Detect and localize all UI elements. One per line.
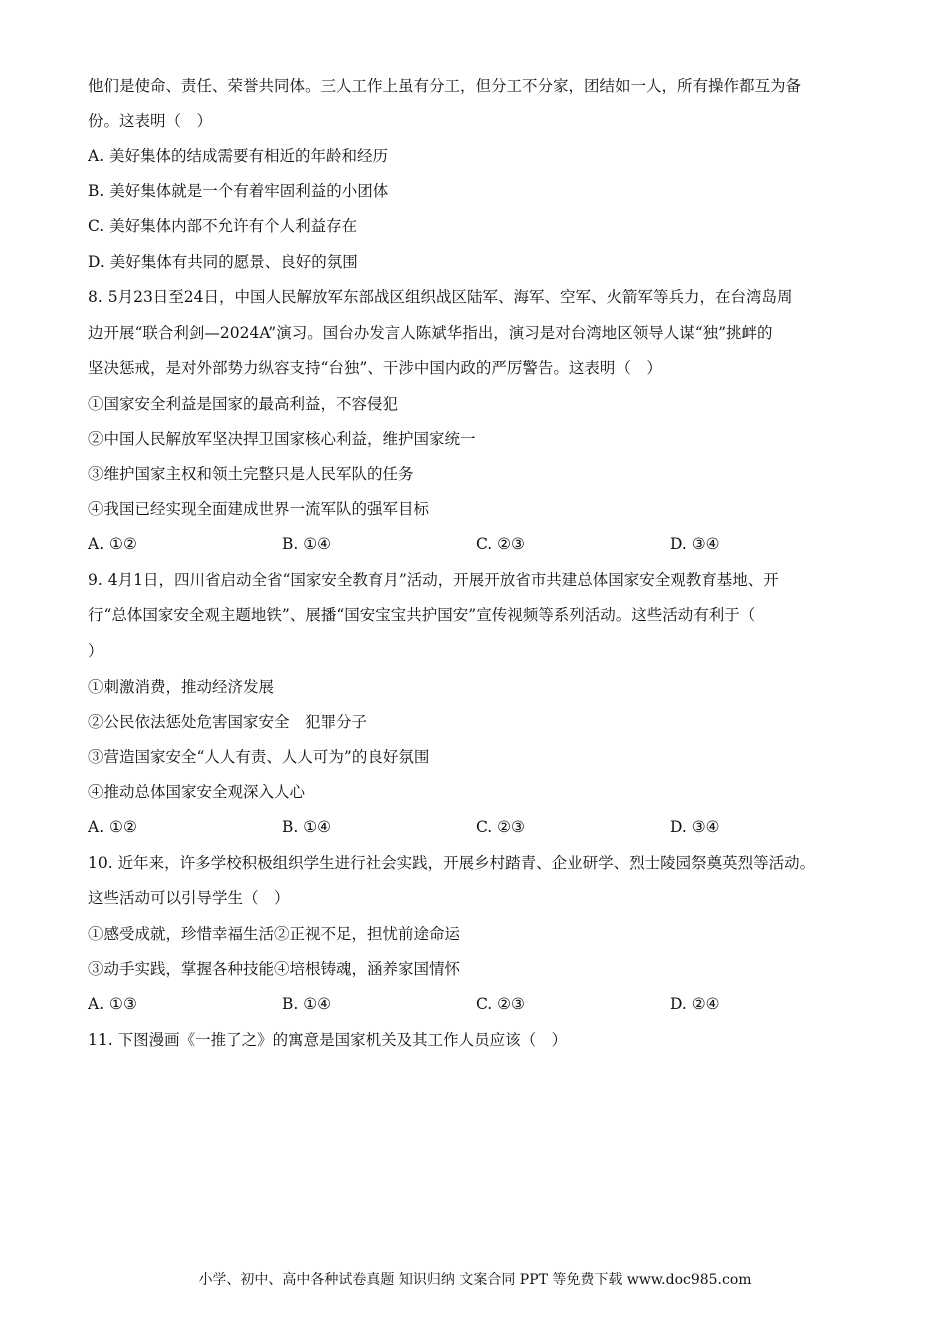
q8-stem-line-3: 坚决惩戒，是对外部势力纵容支持“台独”、干涉中国内政的严厉警告。这表明（ ）: [88, 359, 662, 377]
q10-stem-line-1: 10. 近年来，许多学校积极组织学生进行社会实践，开展乡村踏青、企业研学、烈士陵园祭奠英烈等活动。: [88, 854, 816, 872]
q7-option-d: D. 美好集体有共同的愿景、良好的氛围: [88, 253, 358, 271]
q8-option-b: B. ①④: [282, 535, 332, 553]
q10-statements-1-2: ①感受成就，珍惜幸福生活②正视不足，担忧前途命运: [88, 925, 461, 943]
q9-statement-3: ③营造国家安全“人人有责、人人可为”的良好氛围: [88, 748, 430, 766]
q10-option-d: D. ②④: [670, 995, 720, 1013]
q10-option-b: B. ①④: [282, 995, 332, 1013]
q9-stem-line-1: 9. 4月1日，四川省启动全省“国家安全教育月”活动，开展开放省市共建总体国家安全观教育基地、开: [88, 571, 779, 589]
q9-option-b: B. ①④: [282, 818, 332, 836]
q10-statements-3-4: ③动手实践，掌握各种技能④培根铸魂，涵养家国情怀: [88, 960, 461, 978]
q10-stem-line-2: 这些活动可以引导学生（ ）: [88, 889, 290, 907]
q8-option-d: D. ③④: [670, 535, 720, 553]
q9-statement-4: ④推动总体国家安全观深入人心: [88, 783, 306, 801]
q9-stem-line-3: ）: [88, 642, 104, 660]
q7-stem-line-1: 他们是使命、责任、荣誉共同体。三人工作上虽有分工，但分工不分家，团结如一人，所有操作都互为备: [88, 77, 802, 95]
q10-option-a: A. ①③: [88, 995, 137, 1013]
q7-stem-line-2: 份。这表明（ ）: [88, 112, 213, 130]
q8-statement-3: ③维护国家主权和领土完整只是人民军队的任务: [88, 465, 414, 483]
q8-stem-line-1: 8. 5月23日至24日，中国人民解放军东部战区组织战区陆军、海军、空军、火箭军等兵力，在台湾岛周: [88, 288, 793, 306]
q8-option-a: A. ①②: [88, 535, 137, 553]
q9-statement-1: ①刺激消费，推动经济发展: [88, 678, 275, 696]
page-footer: 小学、初中、高中各种试卷真题 知识归纳 文案合同 PPT 等免费下载 www.doc985.com: [198, 1272, 752, 1288]
q11-stem: 11. 下图漫画《一推了之》的寓意是国家机关及其工作人员应该（ ）: [88, 1031, 568, 1049]
q10-option-c: C. ②③: [476, 995, 525, 1013]
q9-option-d: D. ③④: [670, 818, 720, 836]
q7-option-a: A. 美好集体的结成需要有相近的年龄和经历: [88, 147, 389, 165]
q7-option-b: B. 美好集体就是一个有着牢固利益的小团体: [88, 182, 389, 200]
q8-statement-4: ④我国已经实现全面建成世界一流军队的强军目标: [88, 500, 430, 518]
q8-stem-line-2: 边开展“联合利剑—2024A”演习。国台办发言人陈斌华指出，演习是对台湾地区领导人谋“独”挑衅的: [88, 324, 773, 342]
q8-statement-1: ①国家安全利益是国家的最高利益，不容侵犯: [88, 395, 399, 413]
q8-option-c: C. ②③: [476, 535, 525, 553]
q7-option-c: C. 美好集体内部不允许有个人利益存在: [88, 217, 358, 235]
q9-stem-line-2: 行“总体国家安全观主题地铁”、展播“国安宝宝共护国安”宣传视频等系列活动。这些活动有利于（: [88, 606, 756, 624]
q9-option-c: C. ②③: [476, 818, 525, 836]
q9-statement-2: ②公民依法惩处危害国家安全 犯罪分子: [88, 713, 368, 731]
q8-statement-2: ②中国人民解放军坚决捍卫国家核心利益，维护国家统一: [88, 430, 476, 448]
q9-option-a: A. ①②: [88, 818, 137, 836]
